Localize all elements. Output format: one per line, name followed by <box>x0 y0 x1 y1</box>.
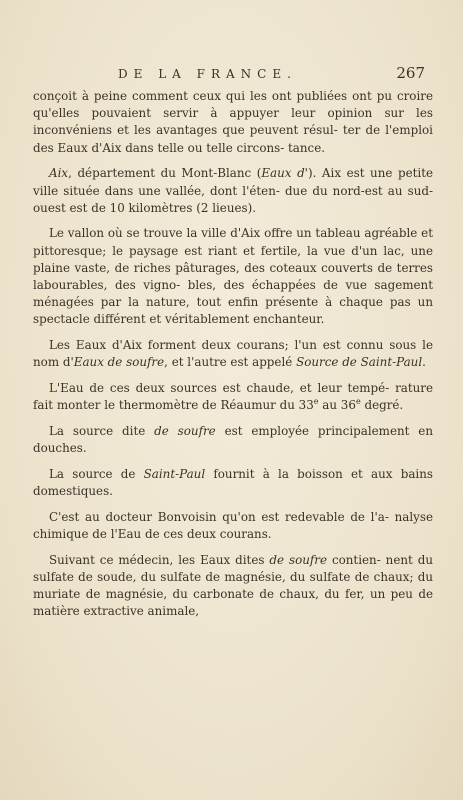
paragraph <box>33 423 433 457</box>
text-run: La source de <box>49 466 144 481</box>
superscript: e <box>355 397 361 407</box>
paragraph <box>33 552 433 621</box>
paragraph <box>33 466 433 500</box>
page-body <box>33 88 433 629</box>
text-run: au 36 <box>318 398 356 413</box>
text-run: Le vallon où se trouve la ville d'Aix offre un tableau agréable et pittoresque; le paysage est riant et fertile, la vue d'un lac, une plaine vaste, de riches pâturages, des coteaux couverts de terres labourables, des vigno- bles, des échappées de vue sagement ménagées par la nature, tout enfin présente à chaque pas un spectacle différent et véritablement enchanteur. <box>33 226 433 327</box>
text-run: ). Aix est une petite ville située dans une vallée, dont l'éten- due du nord-est au sud-ouest est de 10 kilomètres (2 lieues). <box>33 166 434 215</box>
text-run: conçoit à peine comment ceux qui les ont publiées ont pu croire qu'elles pouvaient servir à appuyer leur opinion sur les inconvéniens et les avantages que peuvent résul- ter de l'emploi des Eaux d'Aix dans telle ou telle circons- tance. <box>33 89 433 155</box>
text-run: . <box>422 355 426 370</box>
text-run: degré. <box>360 398 404 413</box>
italic-text: Aix <box>49 166 69 181</box>
italic-text: Eaux d' <box>261 166 308 181</box>
paragraph <box>33 165 433 217</box>
text-run: Suivant ce médecin, les Eaux dites <box>49 552 270 567</box>
paragraph <box>33 225 433 328</box>
text-run: contien- nent du sulfate de soude, du sulfate de magnésie, du sulfate de chaux; du muriate de magnésie, du carbonate de chaux, du fer, un peu de matière extractive animale, <box>33 552 433 619</box>
text-run: L'Eau de ces deux sources est chaude, et leur tempé- rature fait monter le thermomètre de Réaumur du 33 <box>33 381 433 413</box>
paragraph <box>33 509 433 543</box>
italic-text: Saint-Paul <box>143 466 206 481</box>
text-run: , et l'autre est appelé <box>164 355 297 370</box>
text-run: est employée principalement en douches. <box>33 423 433 456</box>
text-run: C'est au docteur Bonvoisin qu'on est redevable de l'a- nalyse chimique de l'Eau de ces deux courans. <box>33 509 433 541</box>
paragraph <box>33 380 433 414</box>
text-run: La source dite <box>49 423 155 438</box>
superscript: e <box>313 397 319 407</box>
paragraph <box>33 337 433 371</box>
italic-text: Eaux de soufre <box>73 355 165 370</box>
running-header <box>118 64 425 82</box>
running-title: DE LA FRANCE. <box>118 67 297 81</box>
text-run: fournit à la boisson et aux bains domestiques. <box>33 466 433 499</box>
italic-text: Source de Saint-Paul <box>296 355 423 370</box>
italic-text: de soufre <box>269 552 328 567</box>
text-run: , département du Mont-Blanc ( <box>68 166 262 181</box>
paragraph <box>33 88 433 157</box>
italic-text: de soufre <box>154 423 216 438</box>
page-number: 267 <box>396 64 425 82</box>
text-run: Les Eaux d'Aix forment deux courans; l'un est connu sous le nom d' <box>33 338 433 370</box>
